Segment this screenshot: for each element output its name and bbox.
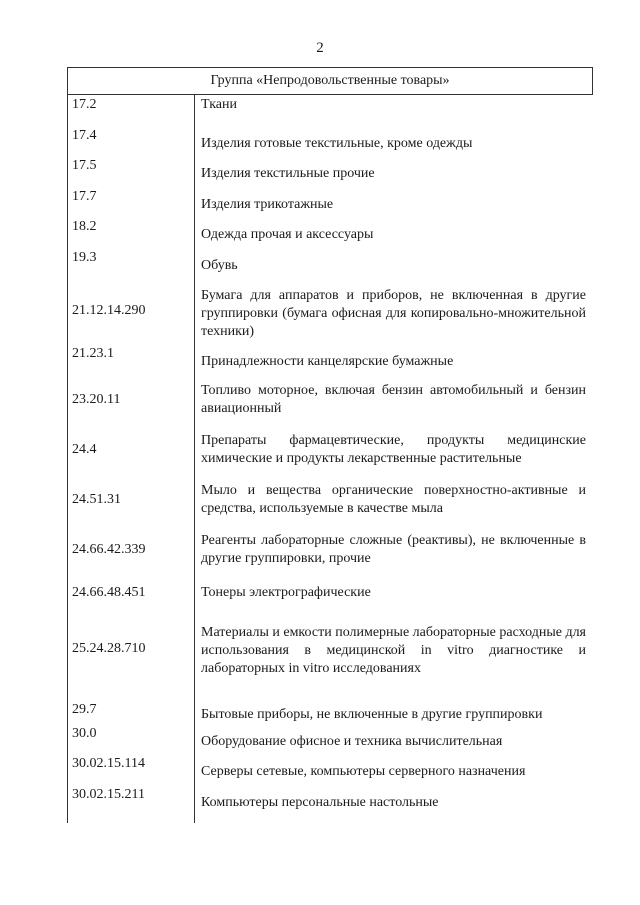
row-name: Мыло и вещества органические поверхностно-активные и средства, используемые в качестве мыла [201,482,586,516]
row-name: Бытовые приборы, не включенные в другие группировки [201,707,543,722]
table-row [67,605,593,693]
row-code: 24.51.31 [72,491,121,507]
row-name: Бумага для аппаратов и приборов, не включенная в другие группировки (бумага офисная для копировально-множительной техники) [201,287,586,339]
row-code: 17.2 [72,97,97,112]
row-name: Оборудование офисное и техника вычислительная [201,733,503,749]
row-name: Топливо моторное, включая бензин автомобильный и бензин авиационный [201,382,586,416]
group-header: Группа «Непродовольственные товары» [67,68,593,95]
row-code: 21.23.1 [72,346,114,361]
goods-table [67,67,593,815]
row-name: Серверы сетевые, компьютеры серверного назначения [201,764,526,779]
table-row [67,724,593,755]
table-row [67,217,593,248]
row-code: 19.3 [72,249,97,265]
row-code: 24.4 [72,441,97,457]
table-row [67,754,593,785]
row-code: 25.24.28.710 [72,641,146,656]
row-name: Ткани [201,97,237,112]
row-code: 21.12.14.290 [72,303,146,318]
row-code: 18.2 [72,219,97,234]
row-code: 17.5 [72,158,97,173]
row-name: Изделия текстильные прочие [201,166,375,181]
row-code: 30.02.15.211 [72,786,145,802]
row-name: Обувь [201,257,238,273]
table-row [67,375,593,425]
table-row [67,475,593,525]
row-code: 23.20.11 [72,391,121,407]
row-code: 24.66.42.339 [72,541,146,557]
row-name: Реагенты лабораторные сложные (реактивы), не включенные в другие группировки, прочие [201,532,586,566]
table-row [67,187,593,218]
row-code: 17.4 [72,127,97,143]
row-code: 24.66.48.451 [72,584,146,600]
row-name: Одежда прочая и аксессуары [201,227,374,242]
table-row [67,248,593,279]
row-name: Изделия готовые текстильные, кроме одежды [201,135,473,151]
table-row [67,693,593,724]
table-row [67,525,593,575]
table-row [67,156,593,187]
table-row [67,785,593,816]
row-code: 30.02.15.114 [72,756,145,771]
row-name: Изделия трикотажные [201,196,334,212]
row-name: Компьютеры персональные настольные [201,794,439,810]
table-row [67,344,593,375]
row-code: 30.0 [72,725,97,741]
table-row [67,95,593,126]
row-name: Препараты фармацевтические, продукты медицинские химические и продукты лекарственные растительные [201,432,586,466]
table-row [67,126,593,157]
table-body [67,95,593,815]
row-name: Тонеры электрографические [201,584,371,600]
row-code: 29.7 [72,702,97,717]
row-name: Принадлежности канцелярские бумажные [201,354,454,369]
table-row [67,425,593,475]
table-row [67,575,593,606]
row-name: Материалы и емкости полимерные лабораторные расходные для использования в медицинской in vitro диагностике и лабораторных in vitro исследованиях [201,625,586,676]
table-row [67,278,593,344]
page-number: 2 [316,40,324,56]
row-code: 17.7 [72,188,97,204]
